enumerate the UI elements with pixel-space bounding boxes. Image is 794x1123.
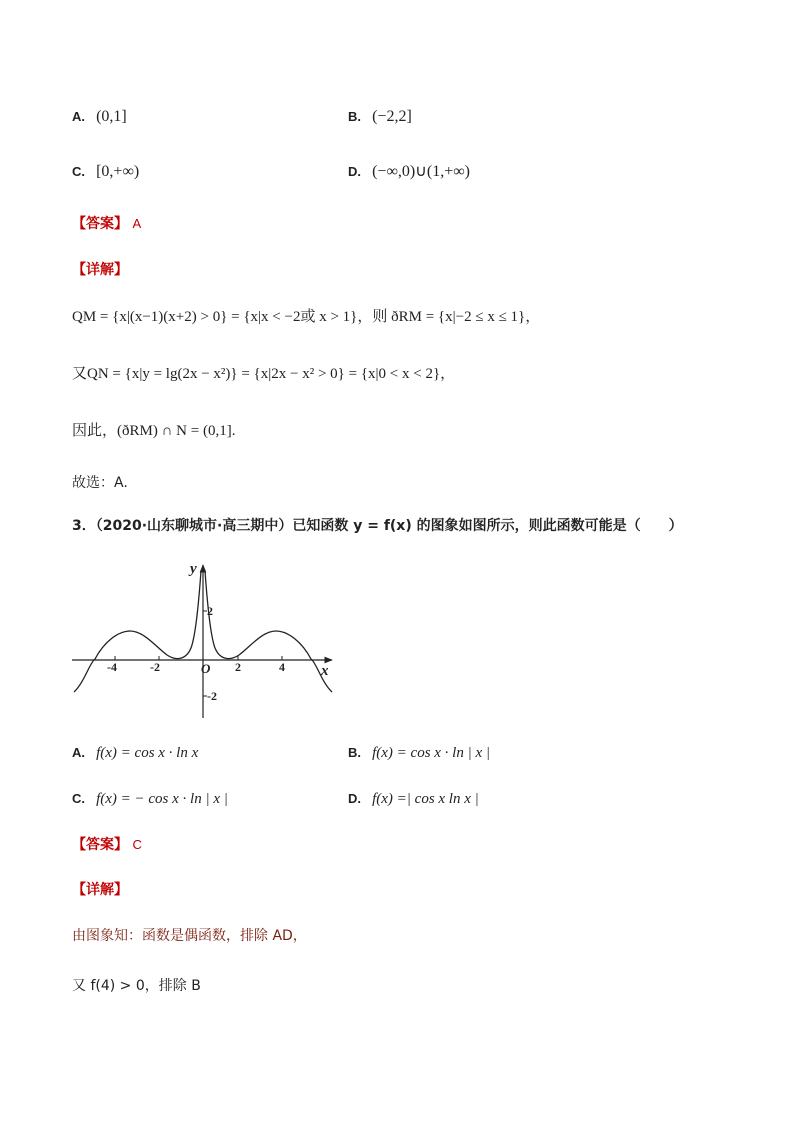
option-value: (−∞,0)∪(1,+∞): [372, 163, 470, 180]
option-value: [0,+∞): [96, 163, 140, 180]
q3-detail-line-2: 又 f(4) > 0，排除 B: [72, 978, 201, 994]
x-axis-label: x: [321, 663, 329, 679]
q2-detail-line-4: 故选：A.: [72, 475, 128, 491]
option-value: (0,1]: [96, 108, 127, 125]
answer-label: 【答案】: [72, 837, 128, 853]
tick-label-2: 2: [235, 660, 241, 674]
q3-heading: 3．（2020·山东聊城市·高三期中）已知函数 y = f(x) 的图象如图所示，则此函数可能是（ ）: [72, 518, 683, 534]
q3-option-b: [348, 742, 490, 762]
y-axis-label: y: [190, 561, 197, 577]
tick-label-y-neg2: -2: [207, 689, 217, 703]
q3-answer: [72, 834, 142, 854]
tick-label-neg4: -4: [107, 660, 117, 674]
q2-option-b: [348, 106, 412, 126]
q2-detail-line-1: QM = {x|(x−1)(x+2) > 0} = {x|x < −2或 x > 1}，则 ðRM = {x|−2 ≤ x ≤ 1}，: [72, 309, 541, 325]
option-label: B.: [348, 109, 361, 124]
q2-detail-line-2: 又QN = {x|y = lg(2x − x²)} = {x|2x − x² > 0} = {x|0 < x < 2}，: [72, 366, 456, 382]
q2-option-d: [348, 161, 470, 181]
option-label: A.: [72, 109, 85, 124]
q2-option-c: [72, 161, 139, 181]
option-label: C.: [72, 791, 85, 806]
q3-option-a: [72, 742, 198, 762]
q3-detail-line-1: 由图象知：函数是偶函数，排除 AD，: [72, 928, 307, 944]
option-label: D.: [348, 164, 361, 179]
answer-label: 【答案】: [72, 216, 128, 232]
option-value: f(x) = cos x · ln | x |: [372, 745, 491, 761]
q2-option-a: [72, 106, 127, 126]
q3-option-c: [72, 788, 228, 808]
option-value: f(x) = cos x · ln x: [96, 745, 199, 761]
option-value: f(x) = − cos x · ln | x |: [96, 791, 228, 807]
answer-value: C: [132, 837, 142, 852]
q2-answer: [72, 213, 141, 233]
option-label: A.: [72, 745, 85, 760]
origin-label: O: [201, 661, 211, 676]
q2-detail-label: 【详解】: [72, 262, 128, 278]
tick-label-4: 4: [279, 660, 285, 674]
option-label: B.: [348, 745, 361, 760]
option-value: f(x) =| cos x ln x |: [372, 791, 479, 807]
option-value: (−2,2]: [372, 108, 412, 125]
tick-label-y-2: 2: [207, 604, 213, 618]
option-label: C.: [72, 164, 85, 179]
function-graph: [70, 555, 340, 725]
q2-detail-line-3: 因此，(ðRM) ∩ N = (0,1].: [72, 423, 236, 439]
answer-value: A: [132, 216, 142, 231]
q3-option-d: [348, 788, 479, 808]
q3-detail-label: 【详解】: [72, 882, 128, 898]
option-label: D.: [348, 791, 361, 806]
tick-label-neg2: -2: [150, 660, 160, 674]
